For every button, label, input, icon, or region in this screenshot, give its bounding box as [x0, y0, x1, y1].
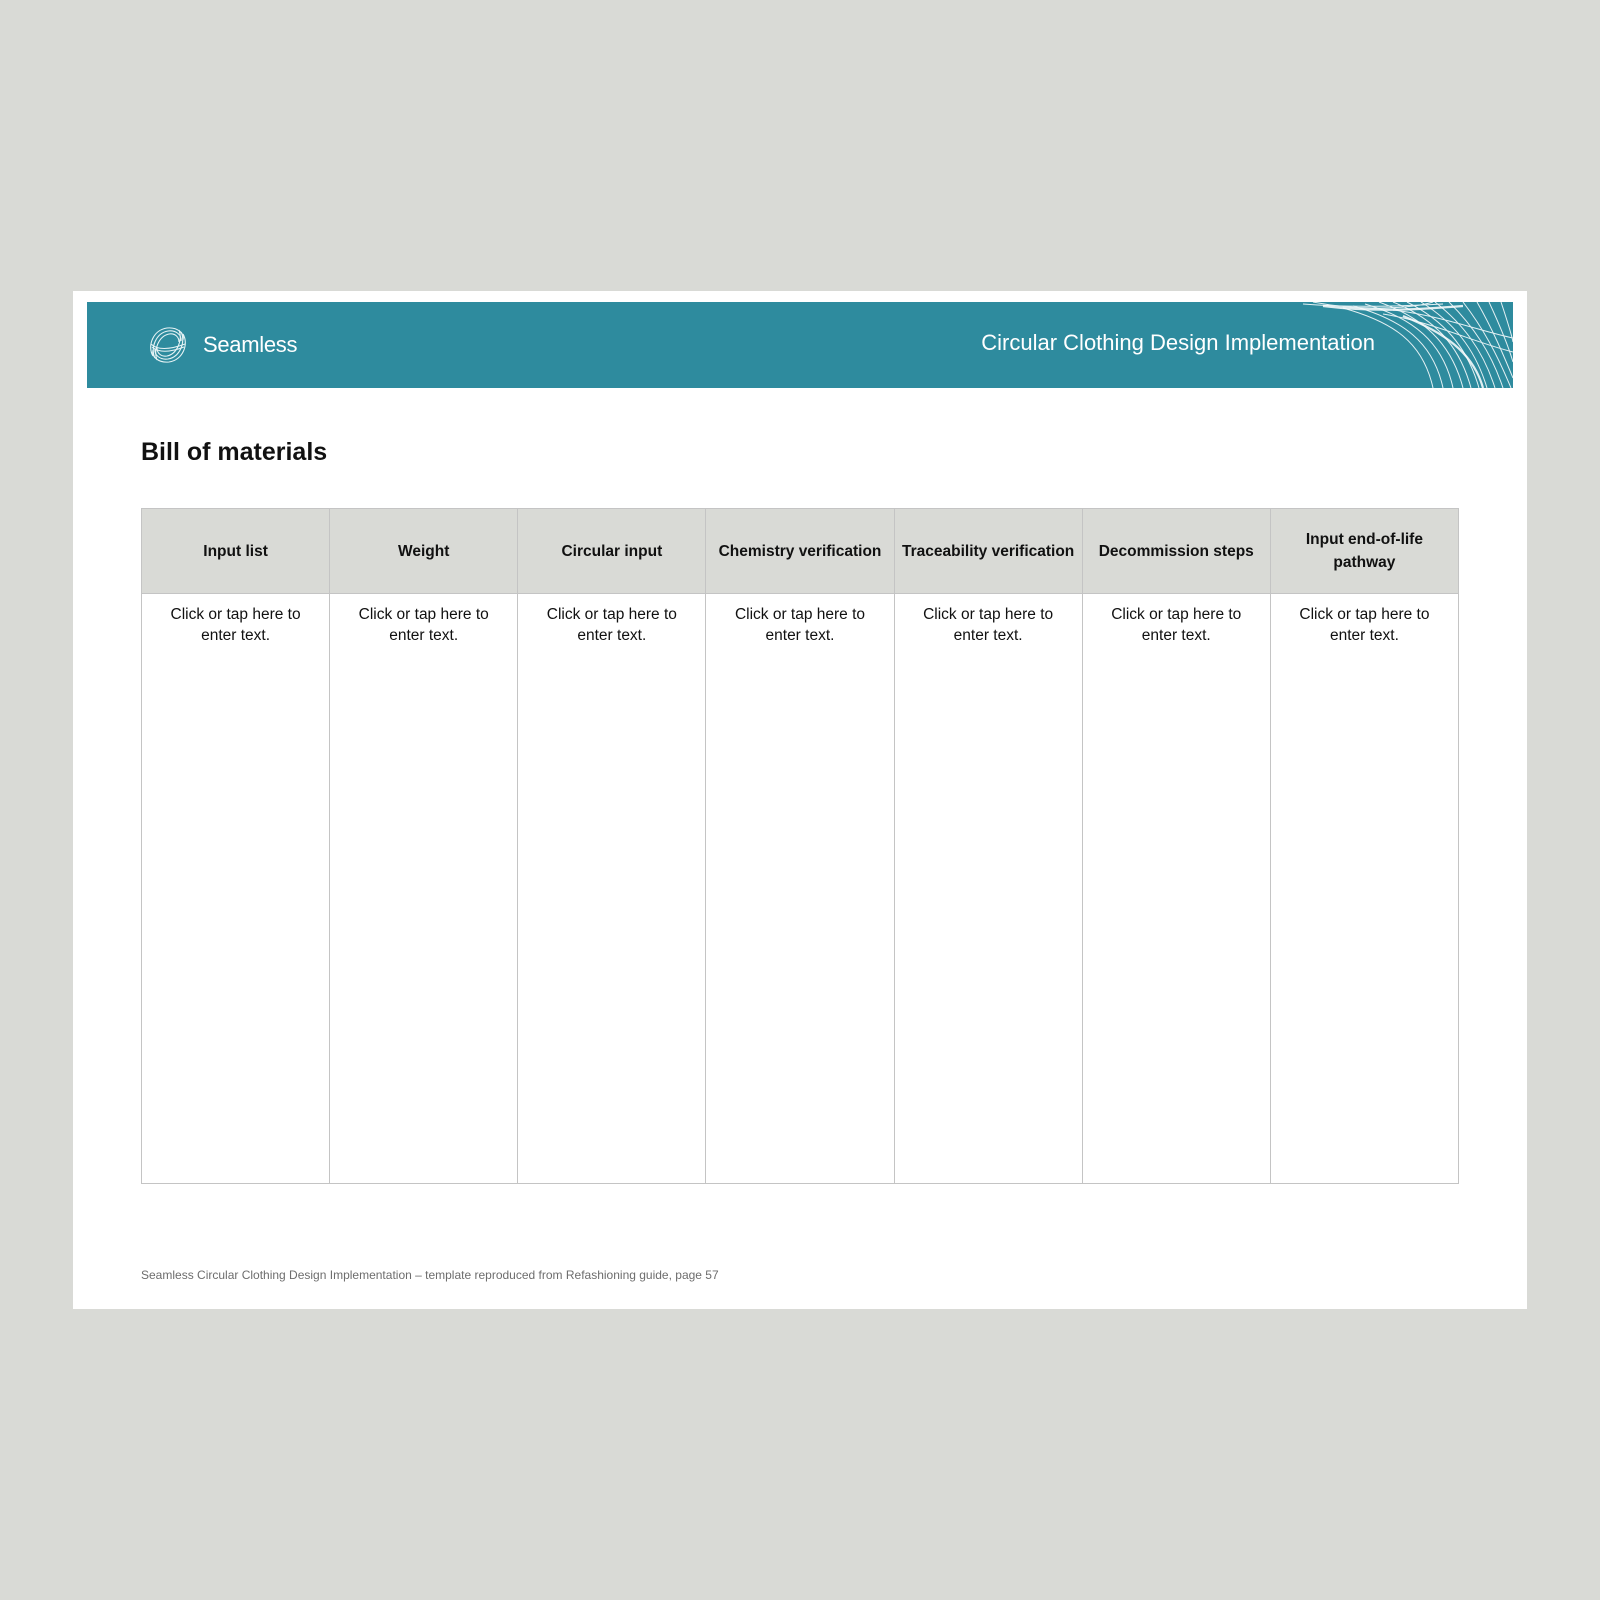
seamless-logo-icon	[143, 320, 193, 370]
column-header-chemistry-verification: Chemistry verification	[706, 509, 894, 594]
decommission-steps-field[interactable]: Click or tap here to enter text.	[1082, 594, 1270, 1184]
table-row	[142, 594, 1459, 1184]
header-banner	[87, 302, 1513, 388]
document-heading: Bill of materials	[141, 438, 328, 466]
brand-name: Seamless	[203, 332, 298, 357]
input-end-of-life-pathway-field[interactable]: Click or tap here to enter text.	[1270, 594, 1458, 1184]
weight-field[interactable]: Click or tap here to enter text.	[330, 594, 518, 1184]
traceability-verification-field[interactable]: Click or tap here to enter text.	[894, 594, 1082, 1184]
column-header-decommission-steps: Decommission steps	[1082, 509, 1270, 594]
footer-note: Seamless Circular Clothing Design Implementation – template reproduced from Refashioning guide, page 57	[141, 1268, 719, 1282]
bill-of-materials-table	[141, 508, 1459, 1184]
input-list-field[interactable]: Click or tap here to enter text.	[142, 594, 330, 1184]
column-header-weight: Weight	[330, 509, 518, 594]
column-header-circular-input: Circular input	[518, 509, 706, 594]
banner-title: Circular Clothing Design Implementation	[981, 330, 1375, 355]
column-header-traceability-verification: Traceability verification	[894, 509, 1082, 594]
document-page	[73, 291, 1527, 1309]
decorative-wave-lines	[1283, 302, 1513, 388]
chemistry-verification-field[interactable]: Click or tap here to enter text.	[706, 594, 894, 1184]
circular-input-field[interactable]: Click or tap here to enter text.	[518, 594, 706, 1184]
column-header-input-end-of-life-pathway: Input end-of-life pathway	[1270, 509, 1458, 594]
column-header-input-list: Input list	[142, 509, 330, 594]
table-header-row	[142, 509, 1459, 594]
brand-logo	[143, 320, 297, 370]
